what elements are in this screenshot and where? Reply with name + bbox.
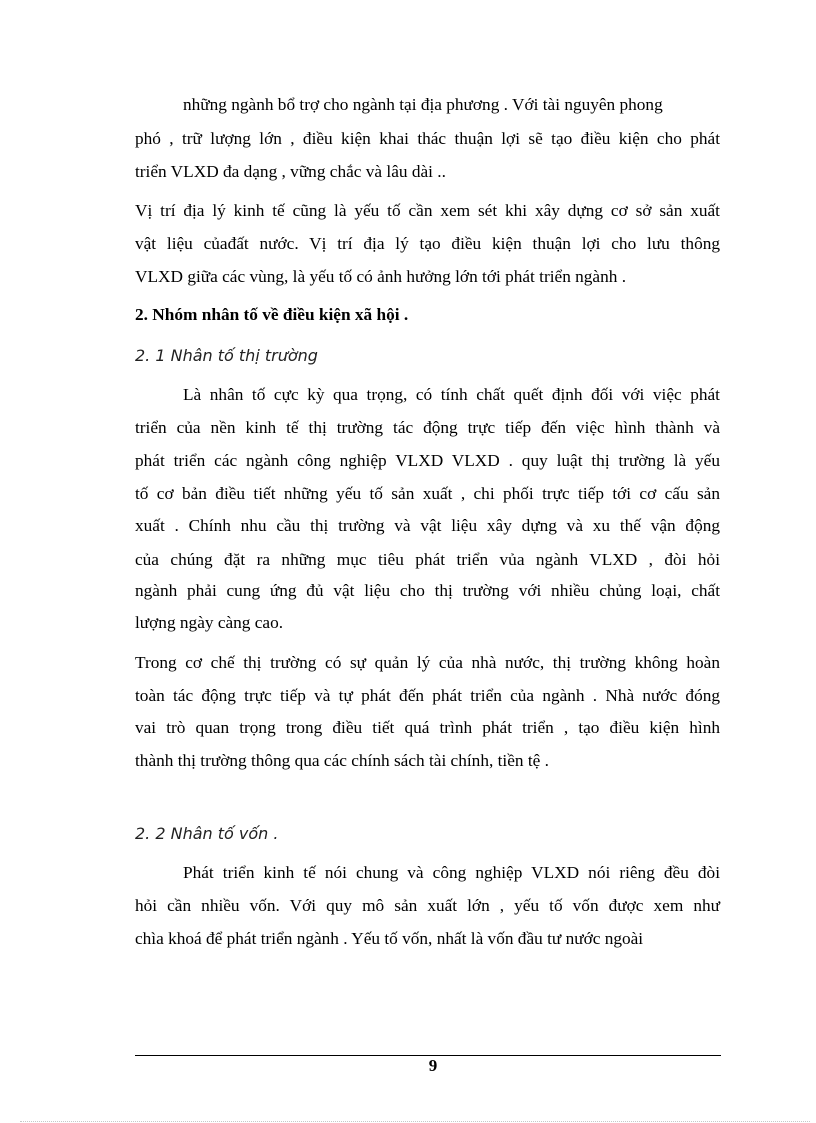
paragraph-line: Vị trí địa lý kinh tế cũng là yếu tố cần xem sét khi xây dựng cơ sở sản xuất xyxy=(135,201,720,220)
page-number: 9 xyxy=(428,1056,438,1075)
paragraph-line: lượng ngày càng cao. xyxy=(135,613,284,632)
page-break-line xyxy=(20,1121,810,1122)
paragraph-line: ngành phải cung ứng đủ vật liệu cho thị trường với nhiều chủng loại, chất xyxy=(135,581,720,600)
paragraph-line: Trong cơ chế thị trường có sự quản lý của nhà nước, thị trường không hoàn xyxy=(135,653,720,672)
paragraph-line: Phát triển kinh tế nói chung và công nghiệp VLXD nói riêng đều đòi xyxy=(183,863,720,882)
paragraph-line: vật liệu củađất nước. Vị trí địa lý tạo điều kiện thuận lợi cho lưu thông xyxy=(135,234,720,253)
paragraph-line: thành thị trường thông qua các chính sách tài chính, tiền tệ . xyxy=(135,751,549,770)
paragraph-line: phó , trữ lượng lớn , điều kiện khai thác thuận lợi sẽ tạo điều kiện cho phát xyxy=(135,129,720,148)
paragraph-line: Là nhân tố cực kỳ qua trọng, có tính chất quết định đối với việc phát xyxy=(183,385,720,404)
paragraph-line: toàn tác động trực tiếp và tự phát đến phát triển của ngành . Nhà nước đóng xyxy=(135,686,720,705)
paragraph-line: phát triển các ngành công nghiệp VLXD VLXD . quy luật thị trường là yếu xyxy=(135,451,720,470)
paragraph-line: hỏi cần nhiều vốn. Với quy mô sản xuất lớn , yếu tố vốn được xem như xyxy=(135,896,720,915)
paragraph-line: vai trò quan trọng trong điều tiết quá trình phát triển , tạo điều kiện hình xyxy=(135,718,720,737)
paragraph-line: VLXD giữa các vùng, là yếu tố có ảnh hưởng lớn tới phát triển ngành . xyxy=(135,267,627,286)
subsection-heading: 2. 2 Nhân tố vốn . xyxy=(135,824,279,843)
paragraph-line: những ngành bổ trợ cho ngành tại địa phương . Với tài nguyên phong xyxy=(183,95,663,114)
paragraph-line: tố cơ bản điều tiết những yếu tố sản xuất , chi phối trực tiếp tới cơ cấu sản xyxy=(135,484,720,503)
paragraph-line: xuất . Chính nhu cầu thị trường và vật liệu xây dựng và xu thế vận động xyxy=(135,516,720,535)
paragraph-line: triển VLXD đa dạng , vững chắc và lâu dài .. xyxy=(135,162,446,181)
paragraph-line: của chúng đặt ra những mục tiêu phát triển vủa ngành VLXD , đòi hỏi xyxy=(135,550,720,569)
subsection-heading: 2. 1 Nhân tố thị trường xyxy=(135,346,318,365)
section-heading: 2. Nhóm nhân tố về điều kiện xã hội . xyxy=(135,305,409,324)
paragraph-line: triển của nền kinh tế thị trường tác động trực tiếp đến việc hình thành và xyxy=(135,418,720,437)
paragraph-line: chìa khoá để phát triển ngành . Yếu tố vốn, nhất là vốn đầu tư nước ngoài xyxy=(135,929,644,948)
